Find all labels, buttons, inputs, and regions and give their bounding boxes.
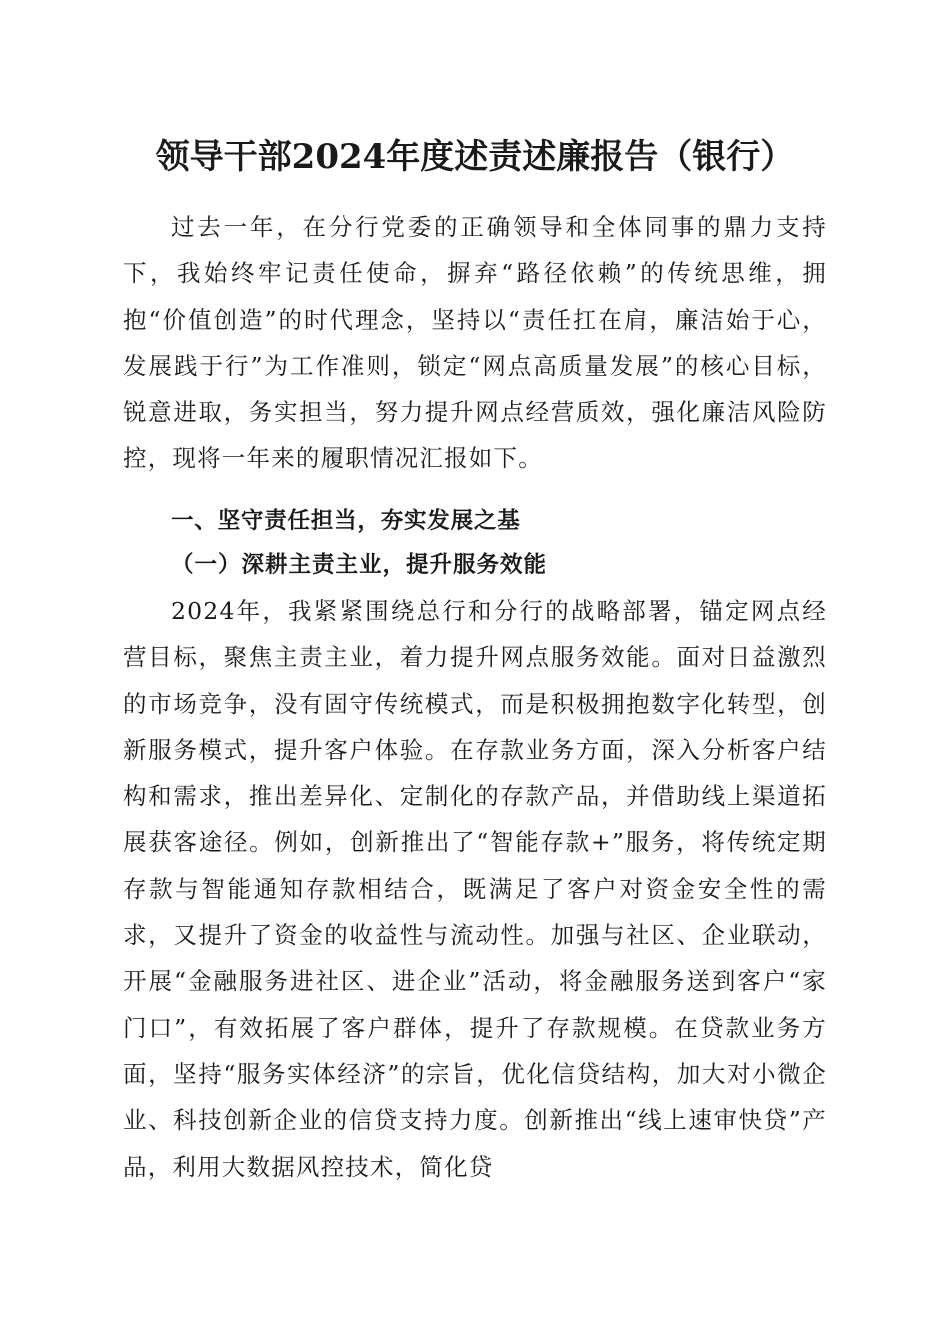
- intro-paragraph: 过去一年，在分行党委的正确领导和全体同事的鼎力支持下，我始终牢记责任使命，摒弃“路径依赖”的传统思维，拥抱“价值创造”的时代理念，坚持以“责任扛在肩，廉洁始于心，发展践于行”为工作准则，锁定“网点高质量发展”的核心目标，锐意进取，务实担当，努力提升网点经营质效，强化廉洁风险防控，现将一年来的履职情况汇报如下。: [123, 213, 827, 473]
- subsection-heading-1: （一）深耕主责主业，提升服务效能: [171, 552, 548, 578]
- document-title: 领导干部2024年度述责述廉报告（银行）: [155, 137, 795, 177]
- section-heading-1: 一、坚守责任担当，夯实发展之基: [171, 508, 521, 534]
- subsection-1-paragraph: 2024年，我紧紧围绕总行和分行的战略部署，锚定网点经营目标，聚焦主责主业，着力提升网点服务效能。面对日益激烈的市场竞争，没有固守传统模式，而是积极拥抱数字化转型，创新服务模式，提升客户体验。在存款业务方面，深入分析客户结构和需求，推出差异化、定制化的存款产品，并借助线上渠道拓展获客途径。例如，创新推出了“智能存款+”服务，将传统定期存款与智能通知存款相结合，既满足了客户对资金安全性的需求，又提升了资金的收益性与流动性。加强与社区、企业联动，开展“金融服务进社区、进企业”活动，将金融服务送到客户“家门口”，有效拓展了客户群体，提升了存款规模。在贷款业务方面，坚持“服务实体经济”的宗旨，优化信贷结构，加大对小微企业、科技创新企业的信贷支持力度。创新推出“线上速审快贷”产品，利用大数据风控技术，简化贷: [123, 597, 827, 1181]
